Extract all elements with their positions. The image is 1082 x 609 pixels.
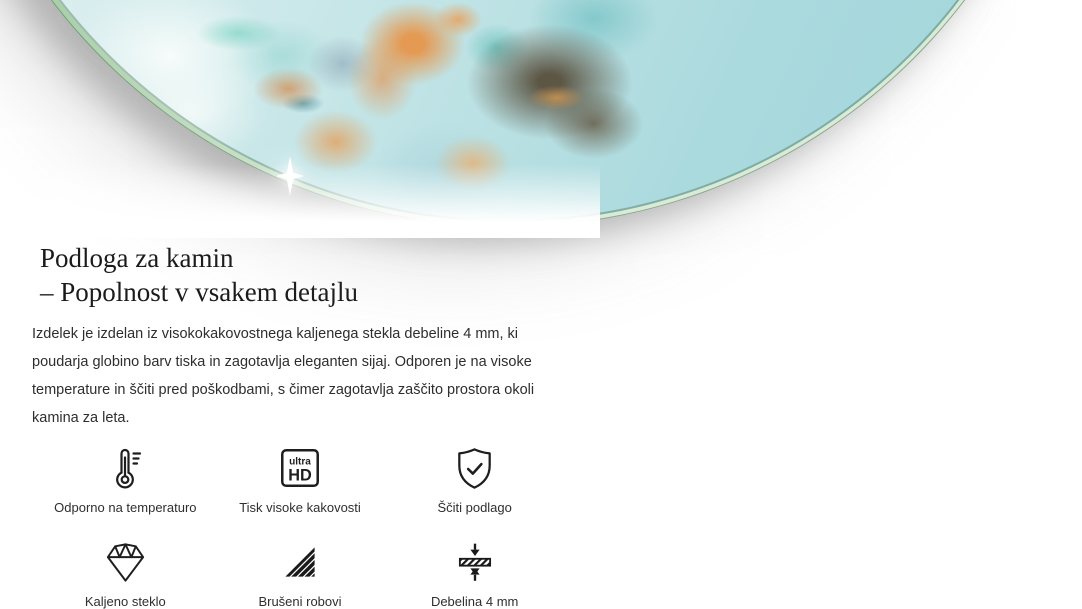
feature-label: Tisk visoke kakovosti (239, 500, 361, 515)
title-line-1: Podloga za kamin (40, 243, 234, 273)
shield-check-icon (451, 445, 498, 492)
page-title (40, 241, 570, 309)
thermometer-icon (101, 444, 149, 492)
feature-label: Odporno na temperaturo (54, 500, 197, 515)
feature-tempered-glass (38, 537, 213, 609)
ultra-hd-icon (277, 445, 323, 491)
polished-edges-icon (280, 542, 320, 582)
feature-temperature (38, 443, 213, 515)
feature-print-quality (213, 443, 388, 515)
ultra-hd-badge-top: ultra (289, 456, 311, 468)
ultra-hd-badge-bottom: HD (288, 466, 312, 485)
feature-label: Ščiti podlago (437, 500, 512, 515)
content-section (0, 241, 600, 609)
feature-label: Kaljeno steklo (84, 594, 166, 609)
feature-protection (387, 443, 562, 515)
feature-label: Debelina 4 mm (430, 594, 519, 609)
product-image (0, 0, 600, 238)
feature-thickness (387, 537, 562, 609)
diamond-icon (102, 539, 149, 586)
feature-polished-edges (213, 537, 388, 609)
title-line-2: – Popolnost v vsakem detajlu (40, 277, 358, 307)
thickness-icon (453, 540, 497, 584)
product-description: Izdelek je izdelan iz visokokakovostnega kaljenega stekla debeline 4 mm, ki poudarja globino barv tiska in zagotavlja eleganten sijaj. Odporen je na visoke temperature in ščiti pred poškodbami, s čimer zagotavlja zaščito prostora okoli kamina za leta. (32, 326, 535, 426)
sparkle-icon (270, 156, 310, 196)
feature-label: Brušeni robovi (258, 594, 342, 609)
features-grid (30, 443, 570, 609)
